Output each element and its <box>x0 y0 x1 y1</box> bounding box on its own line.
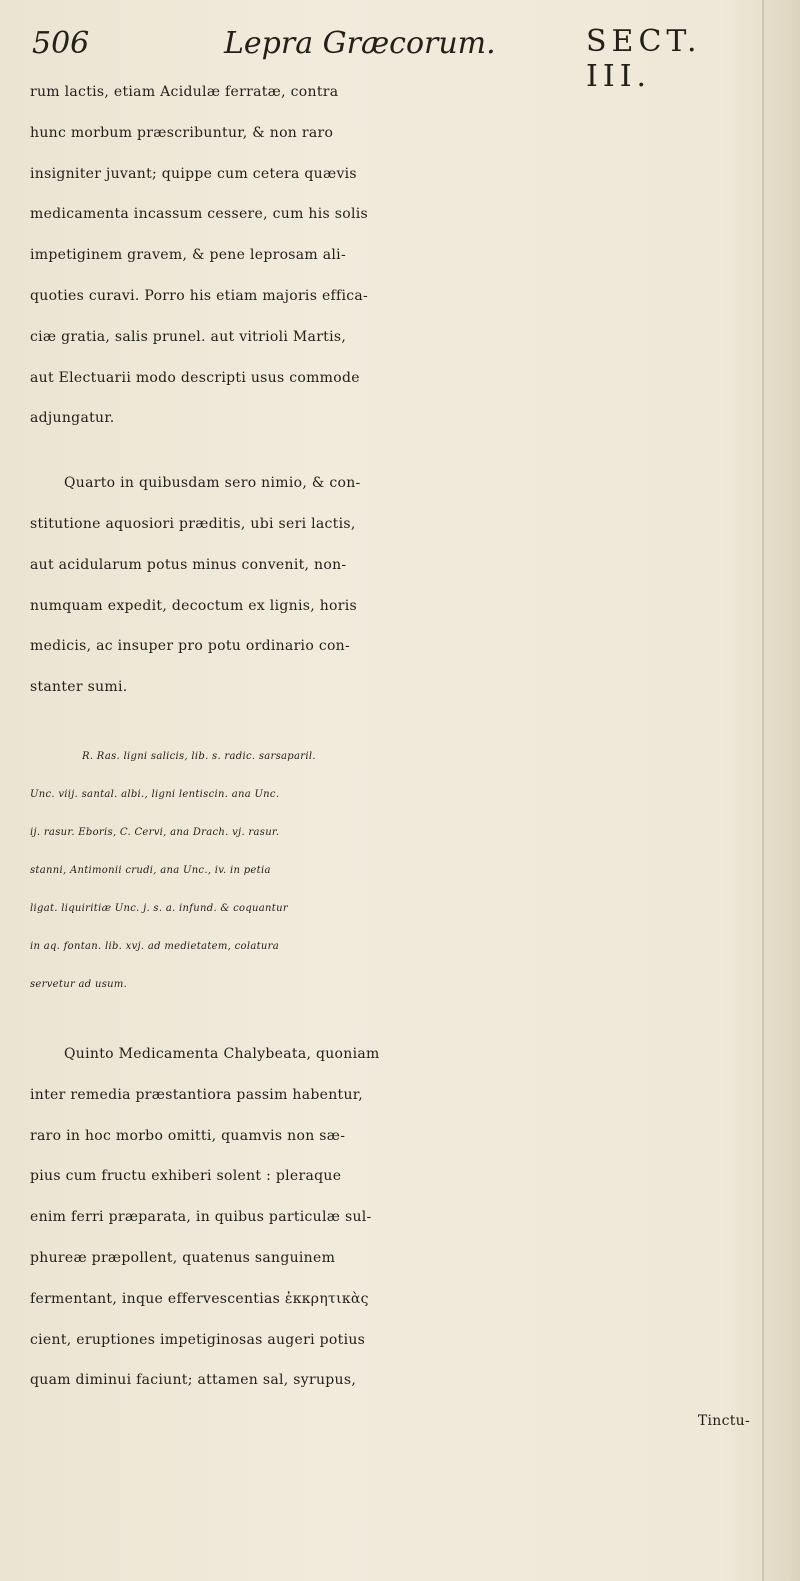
paragraph-1 <box>30 72 770 439</box>
text-line: inter remedia præstantiora passim habentur, <box>30 1086 363 1103</box>
text-line: ciæ gratia, salis prunel. aut vitrioli Martis, <box>30 328 347 345</box>
text-line: quoties curavi. Porro his etiam majoris effica- <box>30 287 369 304</box>
text-line: aut Electuarii modo descripti usus commode <box>30 369 360 386</box>
text-line: rum lactis, etiam Acidulæ ferratæ, contra <box>30 84 339 100</box>
text-line: phureæ præpollent, quatenus sanguinem <box>30 1249 336 1266</box>
recipe-line: Unc. viij. santal. albi., ligni lentiscin. ana Unc. <box>30 788 280 800</box>
text-line: numquam expedit, decoctum ex lignis, horis <box>30 597 358 614</box>
text-line: medicamenta incassum cessere, cum his solis <box>30 206 369 223</box>
text-line: cient, eruptiones impetiginosas augeri potius <box>30 1331 366 1348</box>
recipe-line: in aq. fontan. lib. xvj. ad medietatem, colatura <box>30 940 279 952</box>
text-line: enim ferri præparata, in quibus particulæ sul- <box>30 1209 372 1226</box>
text-line: medicis, ac insuper pro potu ordinario con- <box>30 638 351 655</box>
recipe-line: ij. rasur. Eboris, C. Cervi, ana Drach. vj. rasur. <box>30 826 280 838</box>
text-line: insigniter juvant; quippe cum cetera quævis <box>30 165 357 182</box>
recipe-line: servetur ad usum. <box>30 978 128 990</box>
text-line: pius cum fructu exhiberi solent : pleraque <box>30 1168 342 1185</box>
recipe-block <box>30 738 770 1004</box>
body-text <box>30 72 770 1442</box>
page-number: 506 <box>32 26 90 61</box>
text-line: adjungatur. <box>30 410 115 427</box>
recipe-line: stanni, Antimonii crudi, ana Unc., iv. in petia <box>30 864 271 876</box>
text-line: aut acidularum potus minus convenit, non- <box>30 556 347 573</box>
text-line: hunc morbum præscribuntur, & non raro <box>30 124 334 141</box>
recipe-line: ligat. liquiritiæ Unc. j. s. a. infund. & coquantur <box>30 902 288 914</box>
text-line: Quinto Medicamenta Chalybeata, quoniam <box>64 1045 380 1062</box>
catchword: Tinctu- <box>697 1413 750 1430</box>
section-label: SECT. III. <box>586 24 702 94</box>
text-line: raro in hoc morbo omitti, quamvis non sæ- <box>30 1127 346 1144</box>
text-line: Quarto in quibusdam sero nimio, & con- <box>64 475 361 492</box>
recipe-line: R. Ras. ligni salicis, lib. s. radic. sarsaparil. <box>82 750 316 762</box>
text-line: impetiginem gravem, & pene leprosam ali- <box>30 247 346 264</box>
paragraph-4 <box>30 1034 770 1442</box>
paragraph-2 <box>30 463 770 708</box>
text-line: fermentant, inque effervescentias ἐκκρητικὰς <box>30 1290 369 1307</box>
text-line: stitutione aquosiori præditis, ubi seri lactis, <box>30 515 356 532</box>
text-line: stanter sumi. <box>30 679 128 696</box>
running-title: Lepra Græcorum. <box>224 26 496 61</box>
text-line: quam diminui faciunt; attamen sal, syrupus, <box>30 1372 357 1389</box>
